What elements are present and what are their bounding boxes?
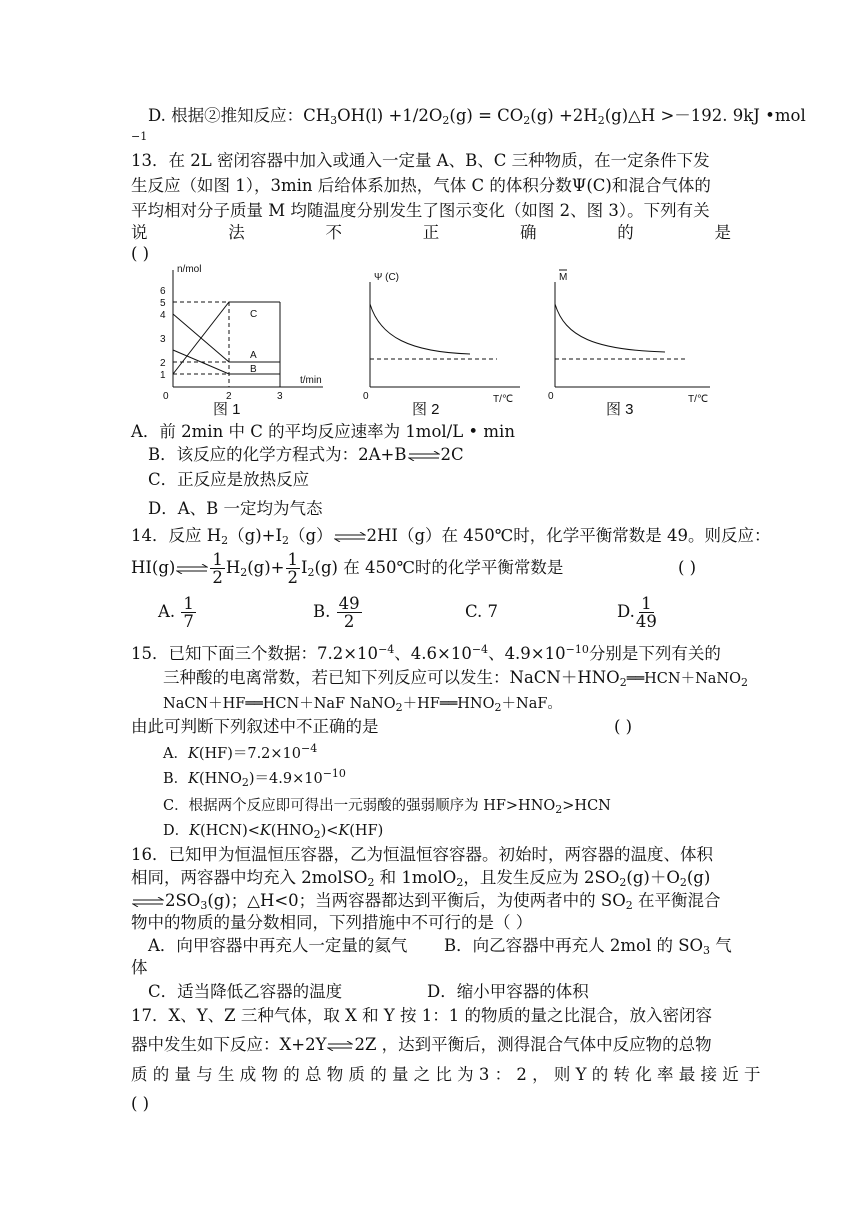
fig1-caption: 图 1: [213, 401, 241, 418]
fraction-half: $\frac{1}{2}$: [287, 550, 298, 587]
fig1-ylabel: n/mol: [177, 264, 202, 275]
q13-line1: 13．在 2L 密闭容器中加入或通入一定量 A、B、C 三种物质，在一定条件下发: [131, 151, 710, 170]
q13-option-a: A．前 2min 中 C 的平均反应速率为 1mol/L • min: [131, 422, 515, 441]
q17-line3: 质 的 量 与 生 成 物 的 总 物 质 的 量 之 比 为 3 ： 2 ， 则 Y 的 转 化 率 最 接 近 于: [131, 1065, 761, 1084]
q13-word: 说: [131, 223, 148, 242]
q13-line2: 生反应（如图 1），3min 后给体系加热，气体 C 的体积分数Ψ(C)和混合气体的: [131, 176, 711, 195]
fig3-xlabel: T/℃: [688, 394, 709, 405]
fig1-ytick: 4: [160, 310, 166, 321]
q15-line3: NaCN＋HF══HCN＋NaF $NaNO_2+HF══HNO_2+NaF$。: [163, 696, 562, 714]
q15-option-d: D．$K(HCN)<K(HNO_2)<K(HF)$: [163, 823, 384, 841]
fig2-caption: 图 2: [412, 401, 440, 418]
q16-option-b-cont: 体: [131, 958, 148, 977]
q13-word: 正: [422, 223, 440, 242]
equilibrium-arrow-icon: [176, 564, 208, 574]
q14-option-b: B. $\frac{49}{2}$: [313, 594, 360, 631]
q14-line2: HI(g) $\frac{1}{2}$ $H_2(g)+$ $\frac{1}{2}$ $I_2(g)$ 在 450℃时的化学平衡常数是: [131, 550, 564, 587]
q16-option-c: C．适当降低乙容器的温度: [148, 982, 343, 1001]
q13-line3: 平均相对分子质量 M 均随温度分别发生了图示变化（如图 2、图 3）。下列有关: [131, 201, 710, 220]
fig1-ytick: 2: [160, 358, 166, 369]
q17-answer-paren: ( ): [131, 1094, 150, 1113]
q14-option-a: A. $\frac{1}{7}$: [158, 594, 194, 631]
equilibrium-arrow-icon: [327, 1041, 353, 1051]
fig1-ytick: 1: [160, 370, 166, 381]
q13-line4: [131, 222, 731, 244]
fig3-origin: 0: [548, 391, 554, 402]
fig1-curve-label-a: A: [250, 350, 257, 361]
fig2-xlabel: T/℃: [493, 394, 514, 405]
fig3-ylabel: M: [559, 272, 568, 283]
fig1-ytick: 3: [160, 334, 166, 345]
q14-answer-paren: ( ): [678, 558, 697, 577]
q16-line4: 物中的物质的量分数相同，下列措施中不可行的是（ ）: [131, 913, 533, 932]
figure-3: [540, 262, 720, 420]
q16-line2: 相同，两容器中均充入 2molSO$_2$ 和 1molO$_2$，且发生反应为 $2SO_2(g)+O_2(g)$: [131, 868, 711, 889]
q12-option-d: D. 根据②推知反应：$CH_3OH(l) +1/2O_2(g) = CO_2(g)$ $+2H_2(g)\triangle H >-192$. 9kJ •mol: [148, 106, 806, 127]
figure-2: [355, 262, 525, 420]
figure-1: [155, 262, 335, 420]
fig1-xlabel: t/min: [300, 375, 322, 386]
q15-option-c: C．根据两个反应即可得出一元弱酸的强弱顺序为 $HF>HNO_2>HCN$: [163, 798, 611, 816]
q13-answer-paren: ( ): [131, 244, 150, 263]
q13-option-b: B．该反应的化学方程式为：2A+B 2C: [148, 445, 464, 464]
equilibrium-arrow-icon: [408, 451, 440, 461]
fig1-xtick: 3: [277, 391, 283, 402]
q13-option-d: D．A、B 一定均为气态: [148, 499, 323, 518]
q15-line1: 15．已知下面三个数据：$7.2\times 10^{-4}$、$4.6\times 10^{-4}$、$4.9\times 10^{-10}$分别是下列有关的: [131, 643, 721, 663]
q15-option-b: B．$K(HNO_2)=4.9\times 10^{-10}$: [163, 767, 346, 789]
q13-word: 是: [714, 223, 731, 242]
fig1-origin: 0: [163, 391, 169, 402]
q14-line1: 14．反应 $H_2(g)+I_2(g)$ 2HI（g）在 450℃时，化学平衡常数是 49。则反应：: [131, 526, 771, 547]
q16-line3: $2SO_3(g)$；△H<0；当两容器都达到平衡后，为使两者中的 $SO_2$ 在平衡混合: [131, 890, 721, 912]
fig1-curve-c: [173, 302, 280, 374]
q14-option-d: D. $\frac{1}{49}$: [617, 594, 657, 631]
fig1-curve-label-b: B: [250, 364, 257, 375]
q16-option-a: A．向甲容器中再充人一定量的氦气: [148, 936, 408, 955]
fig2-ylabel: Ψ (C): [374, 272, 400, 283]
equilibrium-arrow-icon: [132, 897, 164, 907]
q17-line1: 17．X、Y、Z 三种气体，取 X 和 Y 按 1：1 的物质的量之比混合，放入密闭容: [131, 1006, 712, 1025]
fig3-curve: [555, 304, 665, 352]
fig1-curve-a: [173, 314, 280, 362]
q15-line2: 三种酸的电离常数，若已知下列反应可以发生：$NaCN+HNO_2══HCN+NaNO_2$: [163, 668, 748, 689]
fraction-half: $\frac{1}{2}$: [212, 550, 223, 587]
fig1-curve-label-c: C: [250, 309, 258, 320]
q16-option-d: D．缩小甲容器的体积: [427, 982, 589, 1001]
q14-option-c: C. 7: [465, 602, 499, 621]
fig2-origin: 0: [363, 391, 369, 402]
fig1-ytick: 5: [160, 298, 166, 309]
q17-line2: 器中发生如下反应：X+2Y 2Z ，达到平衡后，测得混合气体中反应物的总物: [131, 1035, 712, 1054]
fig1-xtick: 2: [226, 391, 232, 402]
q13-option-c: C．正反应是放热反应: [148, 470, 310, 489]
fig1-ytick: 6: [160, 286, 166, 297]
q13-word: 的: [617, 223, 634, 242]
q15-option-a: A．$K(HF)=7.2\times 10^{-4}$: [163, 742, 318, 762]
q13-word: 法: [228, 223, 245, 242]
q16-option-b: B．向乙容器中再充人 2mol 的 $SO_3$ 气: [444, 936, 732, 957]
q13-word: 不: [325, 223, 342, 242]
fig2-curve: [370, 304, 470, 354]
q16-line1: 16．已知甲为恒温恒压容器，乙为恒温恒容容器。初始时，两容器的温度、体积: [131, 845, 713, 864]
q12-option-d-cont: −1: [131, 130, 148, 143]
equilibrium-arrow-icon: [334, 532, 366, 542]
q15-line4: 由此可判断下列叙述中不正确的是: [131, 717, 379, 736]
q15-answer-paren: ( ): [614, 717, 633, 736]
fig3-caption: 图 3: [606, 401, 634, 418]
q13-word: 确: [520, 223, 537, 242]
